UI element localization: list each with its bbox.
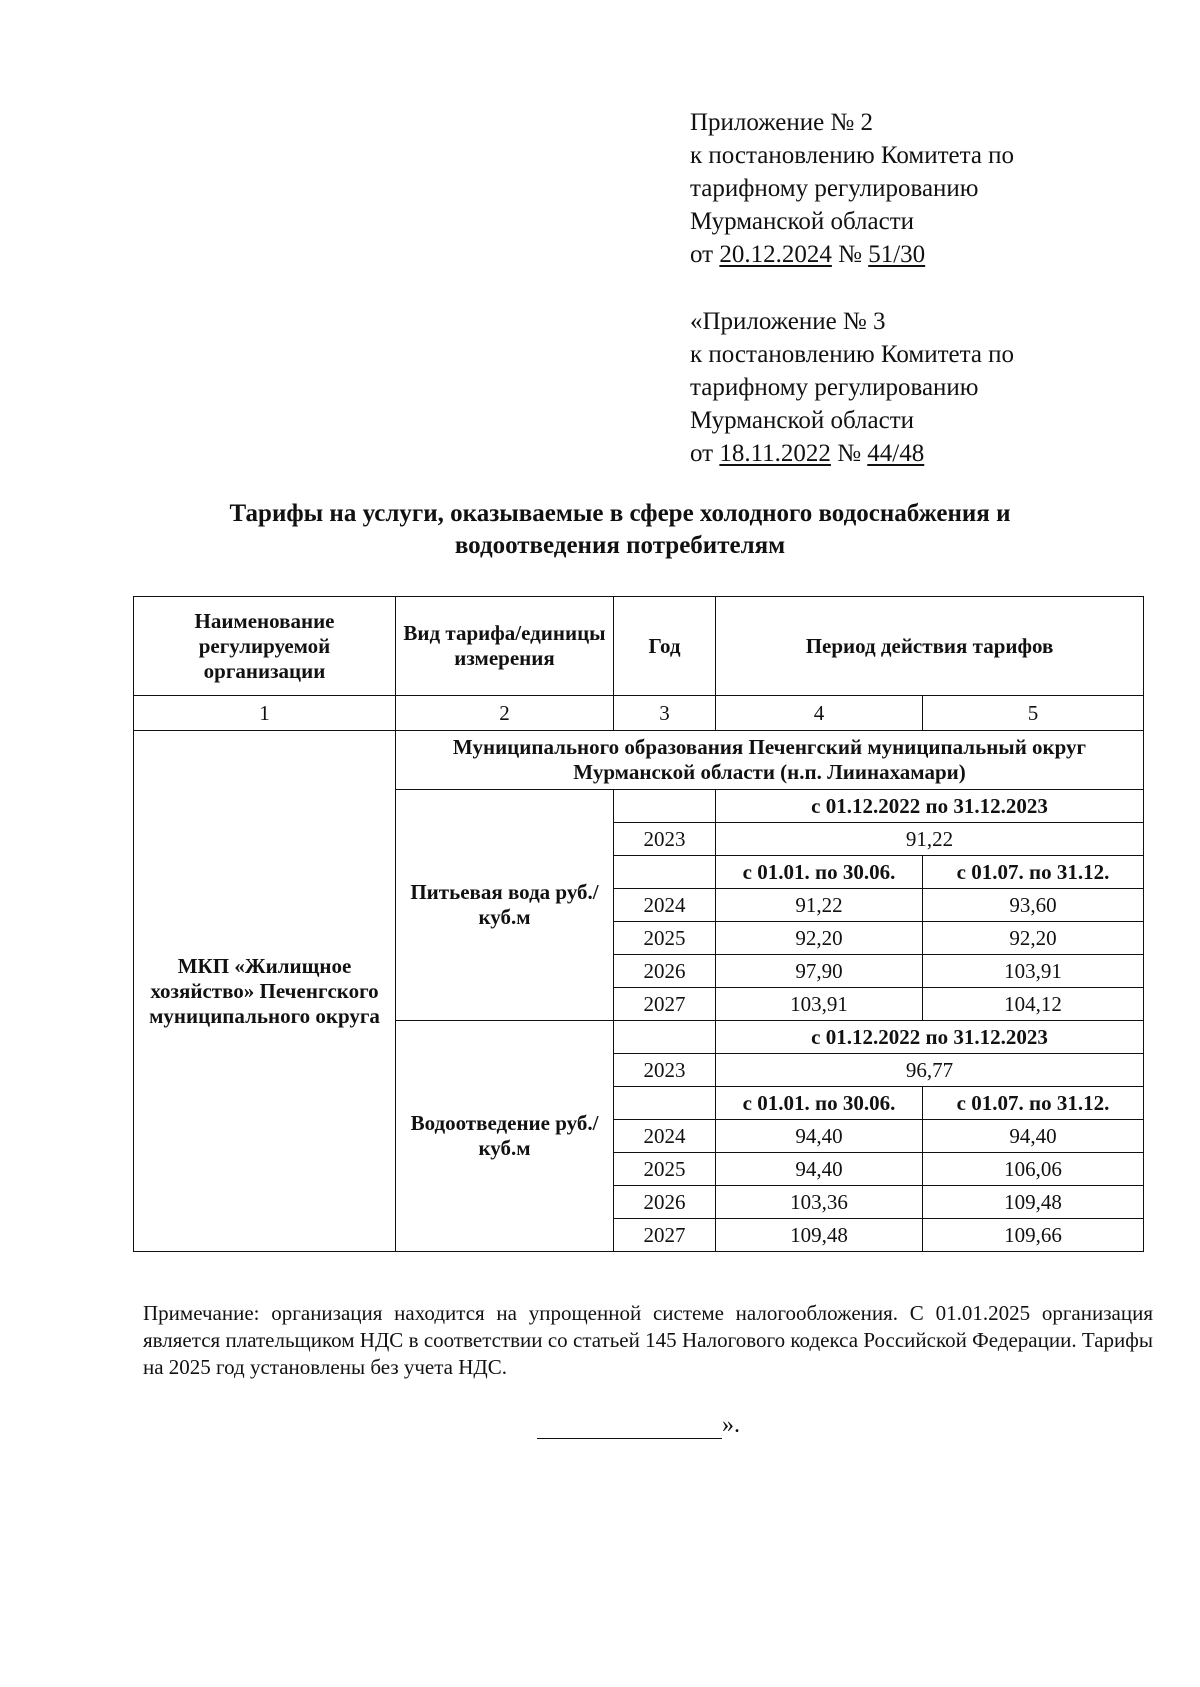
column-number-row bbox=[134, 696, 1144, 731]
municipality-cell: Муниципального образования Печенгский муниципальный округ Мурманской области (н.п. Лиинахамари) bbox=[396, 731, 1144, 790]
tariff-table bbox=[133, 596, 1144, 1252]
appendix-date: 20.12.2024 bbox=[719, 241, 832, 268]
period-full-cell: с 01.12.2022 по 31.12.2023 bbox=[716, 790, 1144, 823]
value-cell: 92,20 bbox=[923, 922, 1144, 955]
appendix-line: Приложение № 2 bbox=[690, 109, 874, 136]
value-cell: 103,91 bbox=[716, 988, 923, 1021]
year-cell-empty bbox=[614, 1021, 716, 1054]
year-cell: 2023 bbox=[614, 823, 716, 856]
column-number: 1 bbox=[134, 696, 396, 731]
value-cell: 94,40 bbox=[716, 1153, 923, 1186]
appendix-line: к постановлению Комитета по bbox=[690, 142, 1015, 169]
org-name-cell: МКП «Жилищное хозяйство» Печенгского муниципального округа bbox=[134, 731, 396, 1252]
half-year-2-cell: с 01.07. по 31.12. bbox=[923, 1087, 1144, 1120]
column-number: 2 bbox=[396, 696, 614, 731]
footnote: Примечание: организация находится на упрощенной системе налогообложения. С 01.01.2025 организация является плательщиком НДС в соответствии со статьей 145 Налогового кодекса Российской Федерации. Тарифы на 2025 год установлены без учета НДС. bbox=[143, 1301, 1153, 1379]
column-number: 5 bbox=[923, 696, 1144, 731]
year-cell: 2026 bbox=[614, 955, 716, 988]
appendix-line: к постановлению Комитета по bbox=[690, 341, 1015, 368]
appendix-line: тарифному регулированию bbox=[690, 175, 979, 202]
value-cell: 109,48 bbox=[923, 1186, 1144, 1219]
appendix-header-current bbox=[690, 106, 1014, 271]
half-year-1-cell: с 01.01. по 30.06. bbox=[716, 856, 923, 889]
tariff-type-cell: Питьевая вода руб./куб.м bbox=[396, 790, 614, 1021]
value-cell: 106,06 bbox=[923, 1153, 1144, 1186]
value-cell: 96,77 bbox=[716, 1054, 1144, 1087]
column-number: 4 bbox=[716, 696, 923, 731]
value-cell: 103,91 bbox=[923, 955, 1144, 988]
header-org: Наименование регулируемой организации bbox=[134, 597, 396, 696]
value-cell: 103,36 bbox=[716, 1186, 923, 1219]
header-year: Год bbox=[614, 597, 716, 696]
value-cell: 91,22 bbox=[716, 823, 1144, 856]
appendix-line: Мурманской области bbox=[690, 208, 915, 235]
year-cell: 2024 bbox=[614, 1120, 716, 1153]
year-cell-empty bbox=[614, 1087, 716, 1120]
value-cell: 104,12 bbox=[923, 988, 1144, 1021]
signature-line bbox=[537, 1416, 722, 1439]
date-prefix: от bbox=[690, 241, 720, 268]
value-cell: 93,60 bbox=[923, 889, 1144, 922]
closing-quote: ». bbox=[722, 1412, 740, 1438]
half-year-2-cell: с 01.07. по 31.12. bbox=[923, 856, 1144, 889]
value-cell: 97,90 bbox=[716, 955, 923, 988]
year-cell: 2027 bbox=[614, 1219, 716, 1252]
document-title: Тарифы на услуги, оказываемые в сфере холодного водоснабжения и водоотведения потребителям bbox=[229, 500, 1011, 559]
value-cell: 109,48 bbox=[716, 1219, 923, 1252]
year-cell: 2026 bbox=[614, 1186, 716, 1219]
column-number: 3 bbox=[614, 696, 716, 731]
appendix-header-original bbox=[690, 305, 1014, 470]
appendix-date-line bbox=[690, 238, 1014, 271]
header-type: Вид тарифа/единицы измерения bbox=[396, 597, 614, 696]
tariff-type-cell: Водоотведение руб./куб.м bbox=[396, 1021, 614, 1252]
appendix-line: Мурманской области bbox=[690, 407, 915, 434]
number-prefix: № bbox=[830, 440, 868, 467]
value-cell: 94,40 bbox=[923, 1120, 1144, 1153]
value-cell: 92,20 bbox=[716, 922, 923, 955]
value-cell: 109,66 bbox=[923, 1219, 1144, 1252]
appendix-line: тарифному регулированию bbox=[690, 374, 979, 401]
table-row bbox=[134, 731, 1144, 790]
date-prefix: от bbox=[690, 440, 720, 467]
appendix-date-line bbox=[690, 437, 1014, 470]
number-prefix: № bbox=[831, 241, 869, 268]
value-cell: 91,22 bbox=[716, 889, 923, 922]
value-cell: 94,40 bbox=[716, 1120, 923, 1153]
appendix-number: 51/30 bbox=[868, 241, 926, 268]
appendix-number: 44/48 bbox=[867, 440, 925, 467]
year-cell: 2027 bbox=[614, 988, 716, 1021]
year-cell: 2024 bbox=[614, 889, 716, 922]
year-cell-empty bbox=[614, 856, 716, 889]
period-full-cell: с 01.12.2022 по 31.12.2023 bbox=[716, 1021, 1144, 1054]
half-year-1-cell: с 01.01. по 30.06. bbox=[716, 1087, 923, 1120]
year-cell: 2025 bbox=[614, 922, 716, 955]
year-cell: 2023 bbox=[614, 1054, 716, 1087]
header-period: Период действия тарифов bbox=[716, 597, 1144, 696]
closing-mark bbox=[537, 1412, 740, 1439]
year-cell: 2025 bbox=[614, 1153, 716, 1186]
header-row bbox=[134, 597, 1144, 696]
appendix-line: «Приложение № 3 bbox=[690, 308, 886, 335]
year-cell-empty bbox=[614, 790, 716, 823]
appendix-date: 18.11.2022 bbox=[719, 440, 831, 467]
